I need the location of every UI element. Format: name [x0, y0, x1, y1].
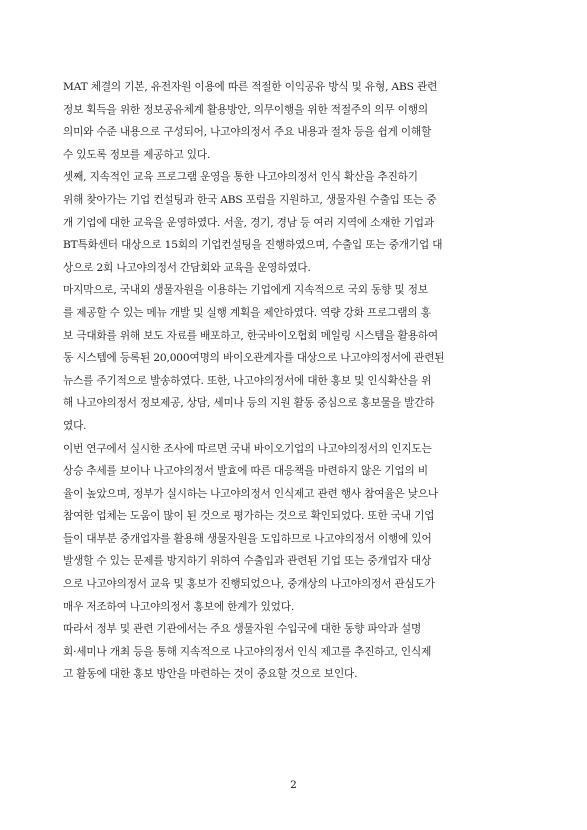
text-line: 상승 추세를 보이나 나고야의정서 발효에 따른 대응책을 마련하지 않은 기업의 비 [63, 465, 428, 478]
text-line: 수 있도록 정보를 제공하고 있다. [63, 148, 211, 161]
text-line: 보 극대화를 위해 보도 자료를 배포하고, 한국바이오협회 메일링 시스템을 활용하여 [63, 329, 439, 342]
text-line: 동 시스템에 등록된 20,000여명의 바이오관계자를 대상으로 나고야의정서에 관련된 [63, 352, 445, 365]
paragraph-mat-contents [63, 76, 527, 166]
text-line: 의미와 수준 내용으로 구성되어, 나고야의정서 주요 내용과 절차 등을 쉽게 이해할 [63, 126, 432, 139]
text-line: 상으로 2회 나고야의정서 간담회와 교육을 운영하였다. [63, 261, 311, 274]
text-line: 들이 대부분 중개업자를 활용해 생물자원을 도입하므로 나고야의정서 이행에 있어 [63, 532, 432, 545]
body-text [63, 76, 527, 686]
text-line: 율이 높았으며, 정부가 실시하는 나고야의정서 인식제고 관련 행사 참여율은 낮으나 [63, 487, 439, 500]
text-line: 참여한 업체는 도움이 많이 된 것으로 평가하는 것으로 확인되었다. 또한 국내 기업 [63, 510, 435, 523]
text-line: 뉴스를 주기적으로 발송하였다. 또한, 나고야의정서에 대한 홍보 및 인식확산을 위 [63, 374, 432, 387]
text-line: 매우 저조하여 나고야의정서 홍보에 한계가 있었다. [63, 600, 295, 613]
text-line: 으로 나고야의정서 교육 및 홍보가 진행되었으나, 중개상의 나고야의정서 관심도가 [63, 578, 435, 591]
text-line: 정보 획득을 위한 정보공유체계 활용방안, 의무이행을 위한 적절주의 의무 이행의 [63, 103, 428, 116]
text-line: 마지막으로, 국내외 생물자원을 이용하는 기업에게 지속적으로 국외 동향 및 정보 [63, 284, 428, 297]
paragraph-conclusion [63, 618, 527, 686]
text-line: MAT 체결의 기본, 유전자원 이용에 따른 적절한 이익공유 방식 및 유형, ABS 관련 [63, 81, 438, 93]
page-number: 2 [290, 779, 297, 791]
text-line: 개 기업에 대한 교육을 운영하였다. 서울, 경기, 경남 등 여러 지역에 소재한 기업과 [63, 216, 434, 229]
text-line: BT특화센터 대상으로 15회의 기업컨설팅을 진행하였으며, 수출입 또는 중개기업 대 [63, 239, 443, 252]
text-line: 를 제공할 수 있는 메뉴 개발 및 실행 계획을 제안하였다. 역량 강화 프로그램의 홍 [63, 306, 431, 319]
text-line: 해 나고야의정서 정보제공, 상담, 세미나 등의 지원 활동 중심으로 홍보물을 발간하 [63, 397, 435, 410]
text-line: 회·세미나 개최 등을 통해 지속적으로 나고야의정서 인식 제고를 추진하고, 인식제 [63, 645, 432, 658]
text-line: 였다. [63, 419, 87, 432]
text-line: 위해 찾아가는 기업 컨설팅과 한국 ABS 포럼을 지원하고, 생물자원 수출입 또는 중 [63, 193, 437, 206]
text-line: 따라서 정부 및 관련 기관에서는 주요 생물자원 수입국에 대한 동향 파악과 설명 [63, 623, 422, 636]
paragraph-third-education [63, 166, 527, 279]
text-line: 발생할 수 있는 문제를 방지하기 위하여 수출입과 관련된 기업 또는 중개업자 대상 [63, 555, 432, 568]
paragraph-lastly-promotion [63, 279, 527, 437]
text-line: 이번 연구에서 실시한 조사에 따르면 국내 바이오기업의 나고야의정서의 인지도는 [63, 442, 432, 455]
text-line: 고 활동에 대한 홍보 방안을 마련하는 것이 중요할 것으로 보인다. [63, 668, 358, 681]
paragraph-survey-findings [63, 438, 527, 619]
text-line: 셋째, 지속적인 교육 프로그램 운영을 통한 나고야의정서 인식 확산을 추진하기 [63, 171, 418, 184]
